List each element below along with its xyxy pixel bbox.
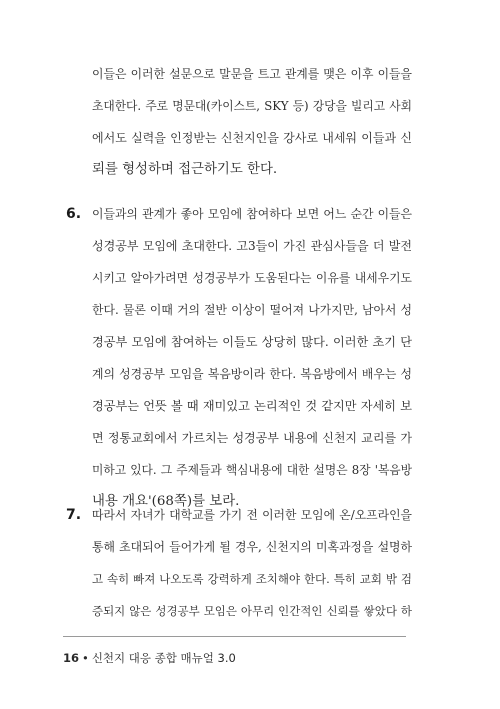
- paragraph-line: 경공부는 언뜻 볼 때 재미있고 논리적인 것 같지만 자세히 보: [92, 399, 412, 413]
- item-6-paragraph: [92, 198, 412, 518]
- page-footer: [63, 650, 236, 666]
- paragraph-line: 뢰를 형성하며 접근하기도 한다.: [92, 162, 278, 177]
- book-title: 신천지 대응 종합 매뉴얼 3.0: [91, 651, 236, 665]
- paragraph-line: 미하고 있다. 그 주제들과 핵심내용에 대한 설명은 8장 '복음방: [92, 463, 412, 477]
- paragraph-line: 계의 성경공부 모임을 복음방이라 한다. 복음방에서 배우는 성: [92, 367, 412, 381]
- paragraph-line: 증되지 않은 성경공부 모임은 아무리 인간적인 신뢰를 쌓았다 하: [92, 604, 412, 618]
- footer-separator: •: [82, 651, 89, 665]
- paragraph-line: 통해 초대되어 들어가게 될 경우, 신천지의 미혹과정을 설명하: [92, 540, 412, 554]
- paragraph-line: 이들은 이러한 설문으로 말문을 트고 관계를 맺은 이후 이들을: [92, 67, 412, 81]
- paragraph-line: 시키고 알아가려면 성경공부가 도움된다는 이유를 내세우기도: [92, 271, 412, 285]
- paragraph-line: 면 정통교회에서 가르치는 성경공부 내용에 신천지 교리를 가: [92, 431, 412, 445]
- paragraph-line: 성경공부 모임에 초대한다. 고3들이 가진 관심사들을 더 발전: [92, 239, 412, 253]
- paragraph-line: 에서도 실력을 인정받는 신천지인을 강사로 내세워 이들과 신: [92, 131, 412, 145]
- continuation-paragraph: [92, 58, 412, 186]
- paragraph-line: 내용 개요'(68쪽)를 보라.: [92, 494, 240, 509]
- item-number: 6.: [66, 206, 82, 222]
- page-number: 16: [63, 651, 80, 665]
- footer-divider: [63, 636, 406, 637]
- item-number: 7.: [66, 507, 82, 523]
- paragraph-line: 따라서 자녀가 대학교를 가기 전 이러한 모임에 온/오프라인을: [92, 508, 412, 522]
- paragraph-line: 이들과의 관계가 좋아 모임에 참여하다 보면 어느 순간 이들은: [92, 207, 412, 221]
- paragraph-line: 경공부 모임에 참여하는 이들도 상당히 많다. 이러한 초기 단: [92, 335, 412, 349]
- paragraph-line: 고 속히 빠져 나오도록 강력하게 조치해야 한다. 특히 교회 밖 검: [92, 572, 412, 586]
- item-7-paragraph: [92, 499, 412, 627]
- paragraph-line: 한다. 물론 이때 거의 절반 이상이 떨어져 나가지만, 남아서 성: [92, 303, 412, 317]
- paragraph-line: 초대한다. 주로 명문대(카이스트, SKY 등) 강당을 빌리고 사회: [92, 99, 412, 113]
